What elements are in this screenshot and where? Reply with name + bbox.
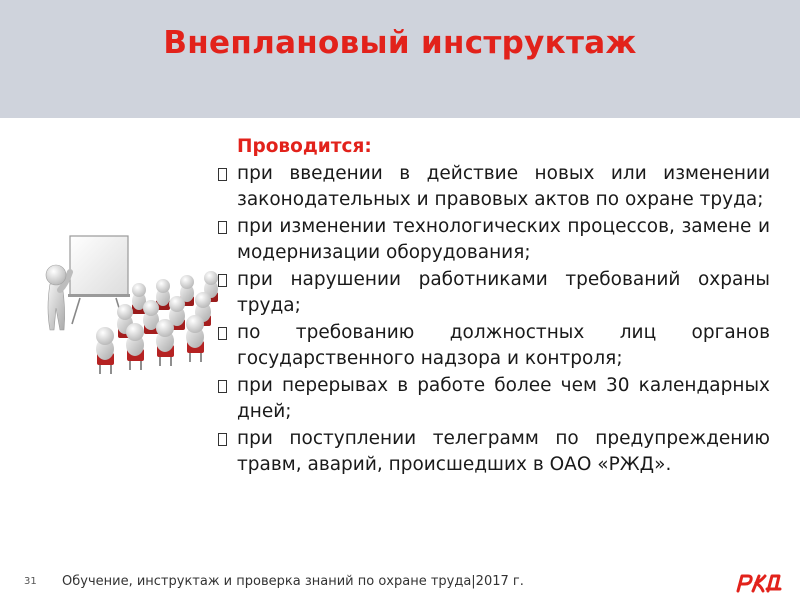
bullet-text: по требованию должностных лиц органов государственного надзора и контроля; [237, 321, 770, 369]
lead-text: Проводится: [237, 136, 372, 157]
slide-title: Внеплановый инструктаж [163, 25, 637, 61]
checkbox-bullet-icon [218, 433, 227, 446]
page-number: 31 [24, 576, 37, 587]
bullet-text: при введении в действие новых или изменении законодательных и правовых актов по охране труда; [237, 162, 770, 210]
classroom-presentation-icon [36, 228, 228, 376]
checkbox-bullet-icon [218, 168, 227, 181]
list-item [210, 373, 770, 426]
checkbox-bullet-icon [218, 380, 227, 393]
list-item [210, 267, 770, 320]
list-item [210, 214, 770, 267]
list-item [210, 161, 770, 214]
slide-body [210, 134, 770, 479]
bullet-text: при поступлении телеграмм по предупреждению травм, аварий, происшедших в ОАО «РЖД». [237, 427, 770, 475]
rzd-logo-icon [734, 572, 784, 594]
list-item [210, 426, 770, 479]
checkbox-bullet-icon [218, 221, 227, 234]
bullet-text: при перерывах в работе более чем 30 календарных дней; [237, 374, 770, 422]
bullet-text: при нарушении работниками требований охраны труда; [237, 268, 770, 316]
bullet-text: при изменении технологических процессов, замене и модернизации оборудования; [237, 215, 770, 263]
checkbox-bullet-icon [218, 327, 227, 340]
footer-caption: Обучение, инструктаж и проверка знаний по охране труда|2017 г. [62, 574, 524, 589]
presenter-figure [46, 265, 70, 330]
checkbox-bullet-icon [218, 274, 227, 287]
bullet-list [210, 161, 770, 479]
list-item [210, 320, 770, 373]
